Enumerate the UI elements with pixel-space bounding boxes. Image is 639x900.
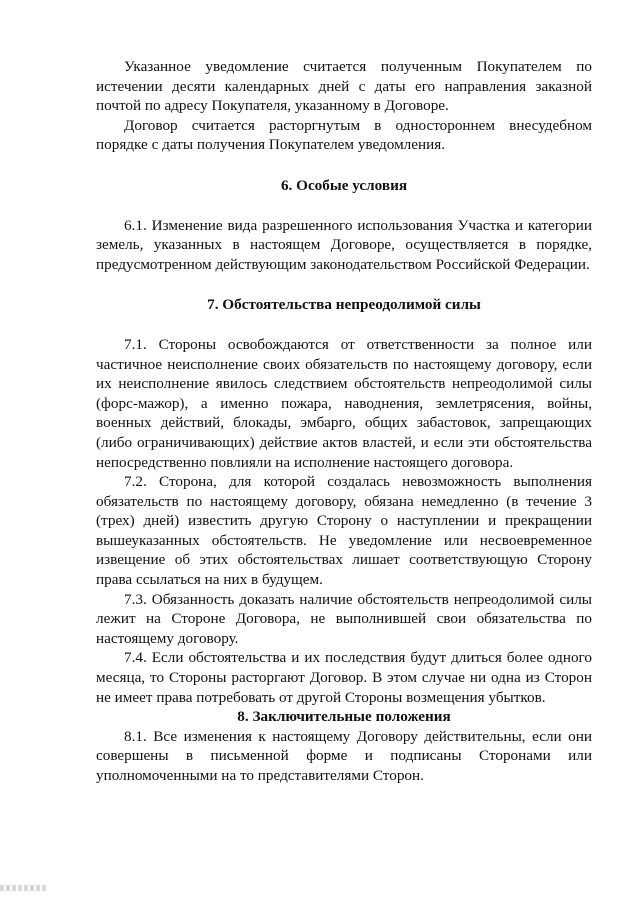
clause-7-4: 7.4. Если обстоятельства и их последствия будут длиться более одного месяца, то Стороны расторгают Договор. В этом случае ни одна из Сторон не имеет права потребовать от другой Стороны возмещения убытков. <box>96 649 592 706</box>
clause-7-2: 7.2. Сторона, для которой создалась невозможность выполнения обязательств по настоящему договору, обязана немедленно (в течение 3 (трех) дней) известить другую Сторону о наступлении и прекращении вышеуказанных обстоятельств. Не уведомление или несвоевременное извещение об этих обстоятельствах лишает соответствующую Сторону права ссылаться на них в будущем. <box>96 473 592 589</box>
section-8-heading: 8. Заключительные положения <box>237 708 451 726</box>
scan-edge-mark <box>0 885 46 891</box>
clause-7-1: 7.1. Стороны освобождаются от ответственности за полное или частичное неисполнение своих обязательств по настоящему договору, если их неисполнение явилось следствием обстоятельств непреодолимой силы (форс-мажор), а именно пожара, наводнения, землетрясения, войны, военных действий, блокады, эмбарго, общих забастовок, запрещающих (либо ограничивающих) действие актов властей, и если эти обстоятельства непосредственно повлияли на исполнение настоящего договора. <box>96 335 592 471</box>
intro-paragraph-notice: Указанное уведомление считается полученным Покупателем по истечении десяти календарных дней с даты его направления заказной почтой по адресу Покупателя, указанному в Договоре. <box>96 58 592 115</box>
clause-7-3: 7.3. Обязанность доказать наличие обстоятельств непреодолимой силы лежит на Стороне Договора, не выполнившей свои обязательства по настоящему договору. <box>96 590 592 647</box>
clause-8-1: 8.1. Все изменения к настоящему Договору действительны, если они совершены в письменной форме и подписаны Сторонами или уполномоченными на то представителями Сторон. <box>96 727 592 784</box>
section-6-heading: 6. Особые условия <box>280 176 408 194</box>
intro-paragraph-termination: Договор считается расторгнутым в одностороннем внесудебном порядке с даты получения Покупателем уведомления. <box>96 116 592 154</box>
section-7-heading: 7. Обстоятельства непреодолимой силы <box>207 296 481 314</box>
clause-6-1: 6.1. Изменение вида разрешенного использования Участка и категории земель, указанных в настоящем Договоре, осуществляется в порядке, предусмотренном действующим законодательством Российской Федерации. <box>96 216 592 273</box>
document-body <box>96 57 592 786</box>
